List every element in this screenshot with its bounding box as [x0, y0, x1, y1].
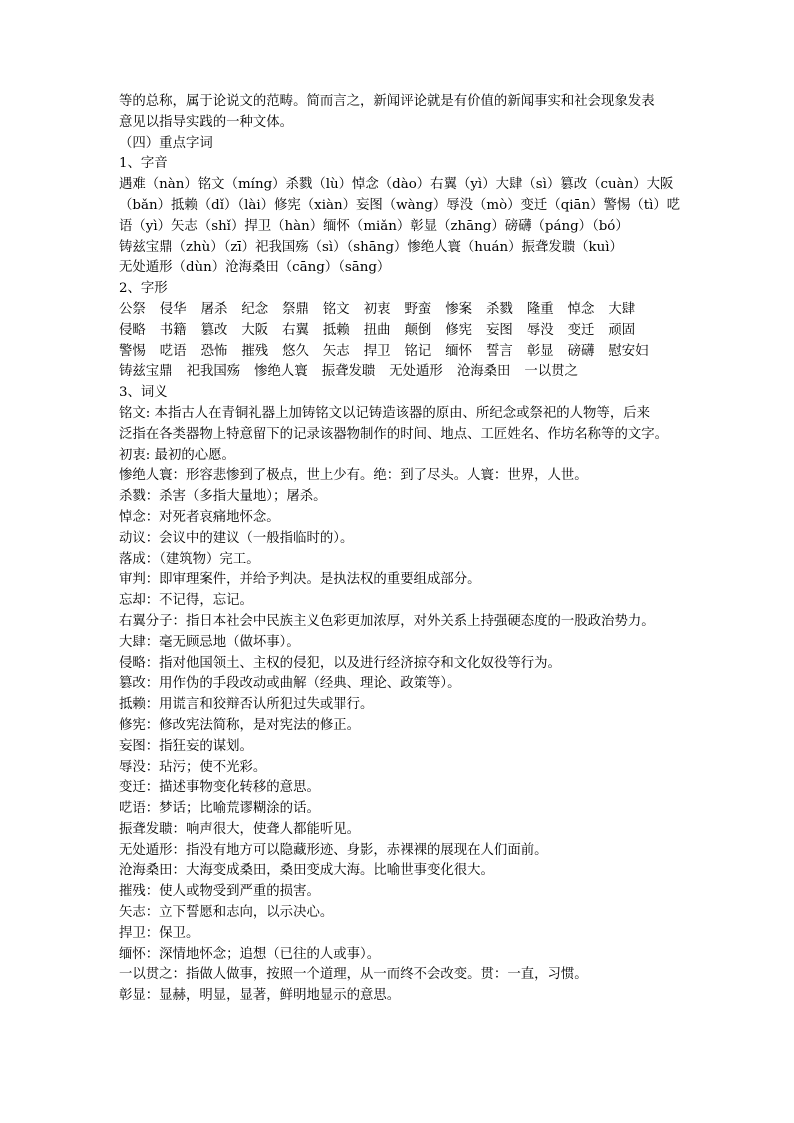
- character-word: 纪念: [241, 301, 269, 317]
- character-word: 公祭: [119, 301, 146, 317]
- character-word: 慰安妇: [608, 343, 649, 359]
- vocabulary-heading: 3、词义: [119, 385, 168, 401]
- pronunciation-line: （bǎn）抵赖（dǐ）（lài）修宪（xiàn）妄图（wàng）辱没（mò）变迁（qiān）警惕（tì）呓: [119, 197, 681, 213]
- vocabulary-line: 惨绝人寰：形容悲惨到了极点，世上少有。绝：到了尽头。人寰：世界，人世。: [119, 468, 588, 484]
- vocabulary-line: 妄图：指狂妄的谋划。: [119, 738, 253, 754]
- vocabulary-line: 彰显：显赫，明显，显著，鲜明地显示的意思。: [119, 988, 401, 1004]
- characters-heading: 2、字形: [119, 281, 168, 297]
- character-word: 誓言: [486, 343, 513, 359]
- vocabulary-line: 泛指在各类器物上特意留下的记录该器物制作的时间、地点、工匠姓名、作坊名称等的文字。: [119, 426, 669, 442]
- character-word: 书籍: [159, 322, 187, 338]
- character-word: 篡改: [200, 322, 228, 338]
- character-word: 妄图: [486, 322, 513, 338]
- character-word: 祭鼎: [282, 301, 309, 317]
- vocabulary-line: 沧海桑田：大海变成桑田，桑田变成大海。比喻世事变化很大。: [119, 863, 494, 879]
- character-word: 大阪: [241, 322, 269, 338]
- vocabulary-line: 铭文: 本指古人在青铜礼器上加铸铭文以记铸造该器的原由、所纪念或祭祀的人物等，后来: [119, 405, 650, 421]
- character-word: 抵赖: [322, 322, 350, 338]
- character-word: 大肆: [608, 301, 636, 317]
- section-heading: （四）重点字词: [119, 135, 213, 151]
- vocabulary-line: 捍卫：保卫。: [119, 925, 200, 941]
- vocabulary-line: 摧残：使人或物受到严重的损害。: [119, 884, 320, 900]
- character-word: 磅礴: [567, 343, 595, 359]
- character-word: 辱没: [526, 322, 554, 338]
- character-word: 一以贯之: [524, 364, 578, 380]
- character-word: 矢志: [322, 343, 350, 359]
- pronunciation-line: 语（yì）矢志（shǐ）捍卫（hàn）缅怀（miǎn）彰显（zhāng）磅礴（páng）（bó）: [119, 218, 629, 234]
- character-word: 初衷: [363, 301, 391, 317]
- vocabulary-line: 大肆：毫无顾忌地（做坏事）。: [119, 634, 300, 650]
- vocabulary-line: 忘却：不记得，忘记。: [119, 593, 253, 609]
- character-word: 修宪: [445, 322, 473, 338]
- character-word: 侵华: [159, 301, 187, 317]
- character-word: 沧海桑田: [456, 364, 511, 380]
- vocabulary-line: 辱没：玷污；使不光彩。: [119, 759, 267, 775]
- character-word: 铭文: [322, 301, 350, 317]
- pronunciation-line: 遇难（nàn）铭文（míng）杀戮（lù）悼念（dào）右翼（yì）大肆（sì）篡改（cuàn）大阪: [119, 177, 674, 193]
- vocabulary-line: 矢志：立下誓愿和志向，以示决心。: [119, 905, 334, 921]
- character-word: 侵略: [119, 322, 146, 338]
- character-word: 变迁: [567, 322, 595, 338]
- character-word: 惨案: [445, 301, 473, 317]
- character-word: 摧残: [241, 343, 269, 359]
- vocabulary-line: 侵略：指对他国领土、主权的侵犯，以及进行经济掠夺和文化奴役等行为。: [119, 655, 561, 671]
- characters-row: [119, 342, 679, 363]
- character-word: 右翼: [282, 322, 309, 338]
- character-word: 铭记: [404, 343, 432, 359]
- character-word: 捍卫: [363, 343, 391, 359]
- character-word: 野蛮: [404, 301, 432, 317]
- character-word: 顽固: [608, 322, 636, 338]
- character-word: 恐怖: [200, 343, 228, 359]
- pronunciation-line: 无处遁形（dùn）沧海桑田（cāng）（sāng）: [119, 260, 391, 276]
- characters-row: [119, 362, 679, 383]
- vocabulary-line: 振聋发聩：响声很大，使聋人都能听见。: [119, 821, 361, 837]
- intro-line: 意见以指导实践的一种文体。: [119, 114, 294, 130]
- character-word: 呓语: [159, 343, 187, 359]
- vocabulary-line: 变迁：描述事物变化转移的意思。: [119, 780, 320, 796]
- character-word: 悼念: [567, 301, 595, 317]
- character-word: 屠杀: [200, 301, 228, 317]
- vocabulary-line: 修宪：修改宪法简称，是对宪法的修正。: [119, 717, 361, 733]
- character-word: 颠倒: [404, 322, 432, 338]
- character-word: 振聋发聩: [321, 364, 376, 380]
- vocabulary-line: 无处遁形：指没有地方可以隐藏形迹、身影，赤裸裸的展现在人们面前。: [119, 842, 548, 858]
- vocabulary-line: 抵赖：用谎言和狡辩否认所犯过失或罪行。: [119, 697, 374, 713]
- vocabulary-line: 呓语：梦话；比喻荒谬糊涂的话。: [119, 801, 320, 817]
- vocabulary-line: 杀戮：杀害（多指大量地）；屠杀。: [119, 489, 327, 505]
- character-word: 祀我国殇: [186, 364, 241, 380]
- characters-row: [119, 321, 679, 342]
- vocabulary-line: 审判：即审理案件，并给予判决。是执法权的重要组成部分。: [119, 572, 481, 588]
- character-word: 隆重: [526, 301, 554, 317]
- character-word: 扭曲: [363, 322, 391, 338]
- vocabulary-line: 一以贯之：指做人做事，按照一个道理，从一而终不会改变。贯：一直，习惯。: [119, 967, 588, 983]
- character-word: 惨绝人寰: [254, 364, 308, 380]
- character-word: 彰显: [526, 343, 554, 359]
- character-word: 铸兹宝鼎: [119, 364, 173, 380]
- vocabulary-line: 动议：会议中的建议（一般指临时的）。: [119, 530, 354, 546]
- document-body: [119, 92, 679, 1007]
- pronunciation-heading: 1、字音: [119, 156, 168, 172]
- intro-line: 等的总称，属于论说文的范畴。简而言之，新闻评论就是有价值的新闻事实和社会现象发表: [119, 94, 655, 109]
- character-word: 杀戮: [486, 301, 513, 317]
- vocabulary-line: 右翼分子：指日本社会中民族主义色彩更加浓厚，对外关系上持强硬态度的一股政治势力。: [119, 613, 655, 629]
- vocabulary-line: 篡改：用作伪的手段改动或曲解（经典、理论、政策等）。: [119, 676, 461, 692]
- vocabulary-line: 落成：（建筑物）完工。: [119, 551, 260, 567]
- pronunciation-line: 铸兹宝鼎（zhù）（zī）祀我国殇（sì）（shāng）惨绝人寰（huán）振聋发聩（kuì）: [119, 239, 623, 255]
- characters-row: [119, 300, 679, 321]
- character-word: 无处遁形: [389, 364, 443, 380]
- vocabulary-line: 悼念：对死者哀痛地怀念。: [119, 509, 280, 525]
- character-word: 警惕: [119, 343, 146, 359]
- character-word: 缅怀: [445, 343, 473, 359]
- vocabulary-line: 初衷: 最初的心愿。: [119, 447, 235, 463]
- vocabulary-line: 缅怀：深情地怀念；追想（已往的人或事）。: [119, 946, 381, 962]
- character-word: 悠久: [282, 343, 309, 359]
